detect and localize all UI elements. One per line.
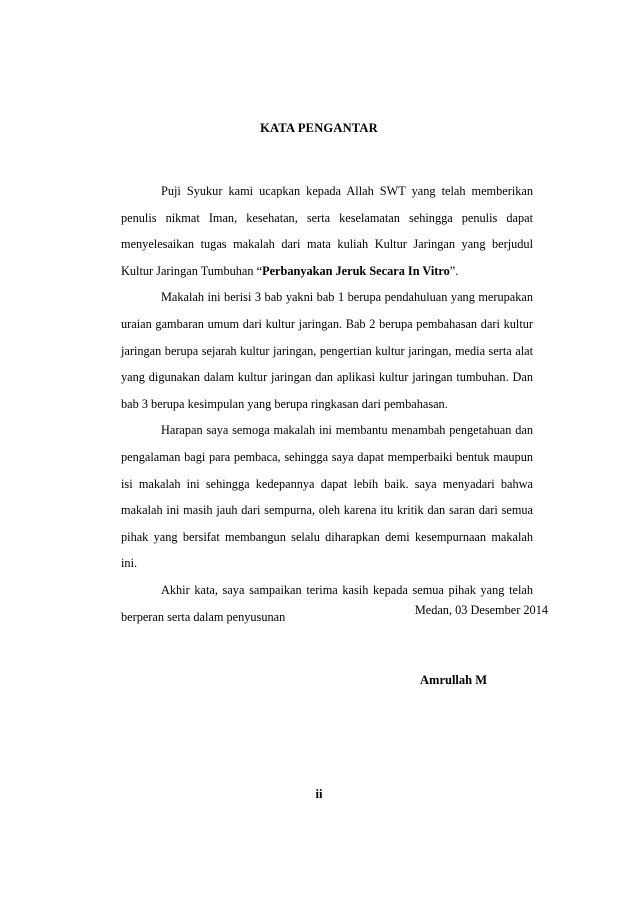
place-date: Medan, 03 Desember 2014 — [414, 603, 548, 617]
paragraph-1-end: ”. — [449, 263, 459, 278]
paragraph-4: Akhir kata, saya sampaikan terima kasih kepada semua pihak yang telah berperan serta dalam penyusunan — [121, 582, 533, 624]
paragraph-1 — [121, 178, 533, 284]
page-title: KATA PENGANTAR — [260, 121, 378, 135]
body-text — [121, 178, 533, 630]
page-number: ii — [315, 787, 323, 801]
paragraph-1-text: Puji Syukur kami ucapkan kepada Allah SWT yang telah memberikan penulis nikmat Iman, kesehatan, serta keselamatan sehingga penulis dapat menyelesaikan tugas makalah dari mata kuliah Kultur Jaringan yang berjudul Kultur Jaringan Tumbuhan “ — [121, 184, 533, 278]
paragraph-3: Harapan saya semoga makalah ini membantu menambah pengetahuan dan pengalaman bagi para pembaca, sehingga saya dapat memperbaiki bentuk maupun isi makalah ini sehingga kedepannya dapat lebih baik. saya menyadari bahwa makalah ini masih jauh dari sempurna, oleh karena itu kritik dan saran dari semua pihak yang bersifat membangun selalu diharapkan demi kesempurnaan makalah ini. — [121, 423, 533, 571]
paper-title-bold: Perbanyakan Jeruk Secara In Vitro — [262, 263, 450, 278]
author-name: Amrullah M — [420, 673, 488, 687]
paragraph-2: Makalah ini berisi 3 bab yakni bab 1 berupa pendahuluan yang merupakan uraian gambaran umum dari kultur jaringan. Bab 2 berupa pembahasan dari kultur jaringan berupa sejarah kultur jaringan, pengertian kultur jaringan, media serta alat yang digunakan dalam kultur jaringan dan aplikasi kultur jaringan tumbuhan. Dan bab 3 berupa kesimpulan yang berupa ringkasan dari pembahasan. — [121, 290, 533, 411]
